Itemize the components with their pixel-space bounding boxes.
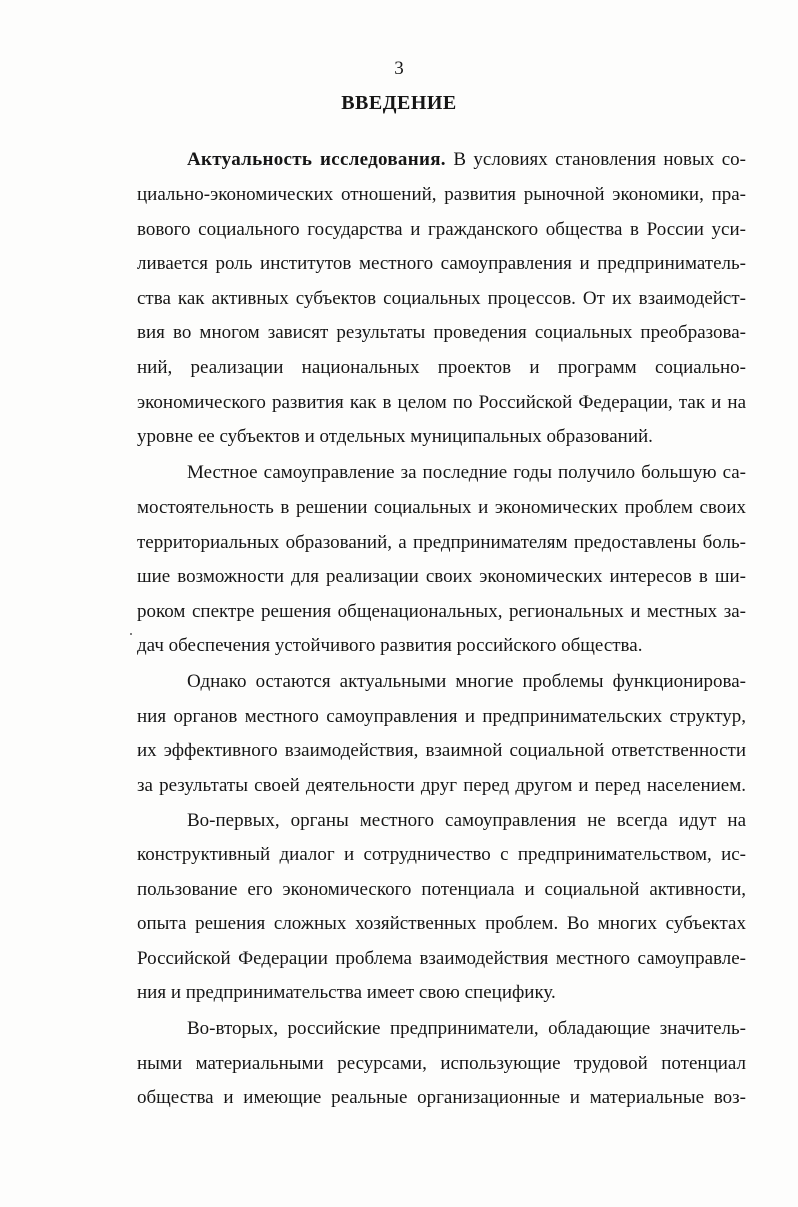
text-line: Местное самоуправление за последние годы получило большую са- — [187, 462, 746, 483]
text-line: Однако остаются актуальными многие проблемы функционирова- — [187, 671, 746, 692]
text-line: ния и предпринимательства имеет свою специфику. — [137, 982, 556, 1003]
text-line: конструктивный диалог и сотрудничество с предпринимательством, ис- — [137, 844, 746, 865]
text-line: шие возможности для реализации своих экономических интересов в ши- — [137, 566, 746, 587]
text-line: за результаты своей деятельности друг перед другом и перед населением. — [137, 775, 746, 796]
text-line: мостоятельность в решении социальных и экономических проблем своих — [137, 497, 746, 518]
text-line: Актуальность исследования. В условиях становления новых со- — [187, 149, 746, 170]
text-line: ства как активных субъектов социальных процессов. От их взаимодейст- — [137, 288, 746, 309]
page-number: 3 — [394, 58, 404, 79]
text-line: дач обеспечения устойчивого развития российского общества. — [137, 635, 643, 656]
text-line: их эффективного взаимодействия, взаимной социальной ответственности — [137, 740, 746, 761]
text-line: вового социального государства и гражданского общества в России уси- — [137, 219, 746, 240]
lead-term: Актуальность исследования. — [187, 149, 446, 170]
text-line: ными материальными ресурсами, использующие трудовой потенциал — [137, 1053, 746, 1074]
text-line: уровне ее субъектов и отдельных муниципальных образований. — [137, 426, 653, 447]
text-line: циально-экономических отношений, развития рыночной экономики, пра- — [137, 184, 746, 205]
text-line: вия во многом зависят результаты проведения социальных преобразова- — [137, 322, 746, 343]
section-heading: ВВЕДЕНИЕ — [341, 92, 457, 114]
text-line: ливается роль институтов местного самоуправления и предприниматель- — [137, 253, 746, 274]
text-line: пользование его экономического потенциала и социальной активности, — [137, 879, 746, 900]
scan-speck — [130, 633, 132, 635]
text-line: общества и имеющие реальные организационные и материальные воз- — [137, 1087, 746, 1108]
text-line: опыта решения сложных хозяйственных проблем. Во многих субъектах — [137, 913, 746, 934]
text-line: Во-вторых, российские предприниматели, обладающие значитель- — [187, 1018, 746, 1039]
text-line: Во-первых, органы местного самоуправления не всегда идут на — [187, 810, 746, 831]
text-line: Российской Федерации проблема взаимодействия местного самоуправле- — [137, 948, 746, 969]
text-line: ния органов местного самоуправления и предпринимательских структур, — [137, 706, 746, 727]
text-line: территориальных образований, а предпринимателям предоставлены боль- — [137, 532, 746, 553]
text-line: ний, реализации национальных проектов и программ социально- — [137, 357, 746, 378]
text-line: роком спектре решения общенациональных, региональных и местных за- — [137, 601, 746, 622]
text-line: экономического развития как в целом по Российской Федерации, так и на — [137, 392, 746, 413]
